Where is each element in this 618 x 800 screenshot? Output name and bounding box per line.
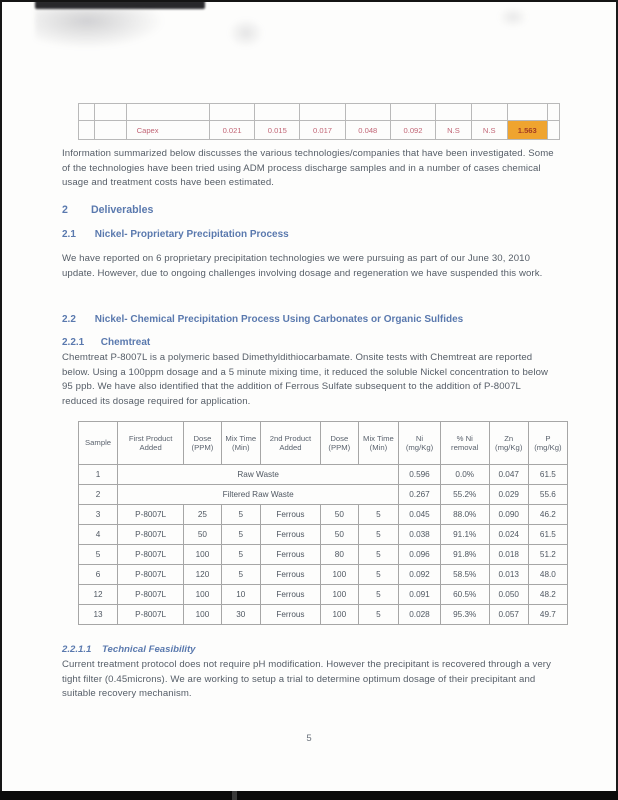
cell [471,104,507,121]
capex-label: Capex [126,121,209,140]
page-number: 5 [306,733,312,744]
cell-p: 49.7 [528,605,567,625]
section-title: Technical Feasibility [102,644,196,655]
cell [548,121,560,140]
section-title: Nickel- Chemical Precipitation Process Using Carbonates or Organic Sulfides [94,314,464,325]
results-header-row [79,422,568,465]
section-title: Deliverables [90,204,154,216]
table-row [79,525,568,545]
cell-dose1: 100 [184,545,222,565]
cell-pct: 0.0% [440,465,489,485]
cell-sample: 1 [79,465,118,485]
capex-value: N.S [471,121,507,140]
cell [79,121,95,140]
cell-product2: Ferrous [260,565,320,585]
cell [300,104,345,121]
cell-sample: 12 [79,585,118,605]
table-row [79,505,568,525]
cell-sample: 6 [79,565,118,585]
cell-sample: 13 [79,605,118,625]
section-heading-2-2-1 [62,337,150,348]
cell-p: 61.5 [528,465,567,485]
section-number: 2.2 [62,314,76,325]
cell-product1: P-8007L [118,545,184,565]
cell-pct: 91.1% [440,525,489,545]
cell-zn: 0.013 [489,565,528,585]
cell-product1: P-8007L [118,565,184,585]
cell-ni: 0.045 [399,505,441,525]
table-row [79,565,568,585]
cost-table-value-row [79,121,560,140]
section-2-2-1-body: Chemtreat P-8007L is a polymeric based Dimethyldithiocarbamate. Onsite tests with Chemtreat are reported below. Using a 100ppm dosage and a 5 minute mixing time, it reduced the soluble Nickel concentration to below 95 ppb. We have also identified that the addition of Ferrous Sulfate subsequent to the addition of P-8007L reduced its dosage required for application. [62,352,549,407]
cell-zn: 0.057 [489,605,528,625]
cell-dose1: 100 [184,585,222,605]
cell-zn: 0.029 [489,485,528,505]
cell-ni: 0.096 [399,545,441,565]
cell-ni: 0.028 [399,605,441,625]
scan-edge-bottom-gap [232,791,237,800]
cell-product1: P-8007L [118,505,184,525]
col-header-ni: Ni (mg/Kg) [399,422,441,465]
cell-product1: P-8007L [118,525,184,545]
cell-dose2: 80 [321,545,359,565]
cell-zn: 0.050 [489,585,528,605]
section-number: 2.2.1 [62,337,85,348]
section-heading-deliverables [62,204,153,216]
col-header-p: P (mg/Kg) [528,422,567,465]
cell-zn: 0.047 [489,465,528,485]
scan-edge-top [0,0,618,2]
cell-dose1: 50 [184,525,222,545]
cell [390,104,435,121]
cell-ni: 0.267 [399,485,441,505]
col-header-sample: Sample [79,422,118,465]
cell-pct: 91.8% [440,545,489,565]
cell-ni: 0.091 [399,585,441,605]
cell-mix1: 5 [221,545,260,565]
table-row [79,585,568,605]
table-row [79,605,568,625]
capex-value: 0.017 [300,121,345,140]
cell-product2: Ferrous [260,585,320,605]
cell [209,104,254,121]
section-heading-2-2-1-1 [62,644,196,655]
capex-value: 0.048 [345,121,390,140]
cell-mix2: 5 [358,525,399,545]
cell-dose2: 100 [321,585,359,605]
capex-highlighted-value: 1.563 [507,121,547,140]
cell-p: 61.5 [528,525,567,545]
cell-pct: 60.5% [440,585,489,605]
cell-product1: P-8007L [118,605,184,625]
cell-sample: 3 [79,505,118,525]
cell-ni: 0.092 [399,565,441,585]
capex-value: 0.021 [209,121,254,140]
cell-pct: 95.3% [440,605,489,625]
cell-merged-label: Filtered Raw Waste [118,485,399,505]
capex-value: N.S [436,121,472,140]
cell-zn: 0.024 [489,525,528,545]
cell-dose1: 25 [184,505,222,525]
cell [255,104,300,121]
cell-dose2: 100 [321,565,359,585]
cell-dose1: 120 [184,565,222,585]
cell [507,104,547,121]
cell-mix2: 5 [358,505,399,525]
scan-edge-left [0,0,2,800]
cell-pct: 58.5% [440,565,489,585]
cell-dose1: 100 [184,605,222,625]
scan-edge-bottom [0,791,618,800]
cell-zn: 0.018 [489,545,528,565]
cell-dose2: 50 [321,525,359,545]
col-header-dose2: Dose (PPM) [321,422,359,465]
section-heading-2-2 [62,314,463,325]
cell-ni: 0.038 [399,525,441,545]
section-number: 2 [62,204,68,216]
section-title: Chemtreat [100,337,151,348]
cell-sample: 2 [79,485,118,505]
cell-sample: 4 [79,525,118,545]
cell [95,121,126,140]
cell [345,104,390,121]
cell-product2: Ferrous [260,525,320,545]
cell-mix2: 5 [358,605,399,625]
cell-merged-label: Raw Waste [118,465,399,485]
section-title: Nickel- Proprietary Precipitation Process [94,229,289,240]
table-row [79,485,568,505]
cell-p: 51.2 [528,545,567,565]
intro-paragraph: Information summarized below discusses the various technologies/companies that have been investigated. Some of the technologies have been tried using ADM process discharge samples and in a number of cases chemical usage and treatment costs have been estimated. [62,148,554,189]
col-header-mix2: Mix Time (Min) [358,422,399,465]
cell-product2: Ferrous [260,605,320,625]
capex-value: 0.015 [255,121,300,140]
cell-pct: 88.0% [440,505,489,525]
cell-dose2: 50 [321,505,359,525]
section-2-2-1-1-body: Current treatment protocol does not require pH modification. However the precipitant is recovered through a very tight filter (0.45microns). We are working to setup a trial to determine optimum dosage of their precipitant and suitable recovery mechanism. [62,659,551,700]
cell-mix2: 5 [358,565,399,585]
cell-pct: 55.2% [440,485,489,505]
cell [95,104,126,121]
cell-mix1: 5 [221,565,260,585]
col-header-zn: Zn (mg/Kg) [489,422,528,465]
cost-table-empty-row [79,104,560,121]
cell [548,104,560,121]
cell-p: 48.2 [528,585,567,605]
cell-zn: 0.090 [489,505,528,525]
cell-product2: Ferrous [260,505,320,525]
section-heading-2-1 [62,229,289,240]
col-header-mix1: Mix Time (Min) [221,422,260,465]
cell [126,104,209,121]
chemtreat-results-table [78,421,568,625]
cell-mix2: 5 [358,585,399,605]
cell-mix2: 5 [358,545,399,565]
capex-cost-table [78,103,560,140]
cell-p: 55.6 [528,485,567,505]
cell-product1: P-8007L [118,585,184,605]
cell-p: 46.2 [528,505,567,525]
cell-p: 48.0 [528,565,567,585]
table-row [79,465,568,485]
cell-mix1: 30 [221,605,260,625]
capex-value: 0.092 [390,121,435,140]
col-header-first-product: First Product Added [118,422,184,465]
cell-ni: 0.596 [399,465,441,485]
cell-mix1: 10 [221,585,260,605]
cell-mix1: 5 [221,525,260,545]
table-row [79,545,568,565]
cell [79,104,95,121]
col-header-ni-removal: % Ni removal [440,422,489,465]
cell-dose2: 100 [321,605,359,625]
section-2-1-body: We have reported on 6 proprietary precipitation technologies we were pursuing as part of our June 30, 2010 update. However, due to ongoing challenges involving dosage and regeneration we have suspended this work. [62,253,543,279]
cell-mix1: 5 [221,505,260,525]
section-number: 2.1 [62,229,76,240]
cell-sample: 5 [79,545,118,565]
cell-product2: Ferrous [260,545,320,565]
col-header-dose1: Dose (PPM) [184,422,222,465]
section-number: 2.2.1.1 [62,644,92,655]
col-header-second-product: 2nd Product Added [260,422,320,465]
cell [436,104,472,121]
